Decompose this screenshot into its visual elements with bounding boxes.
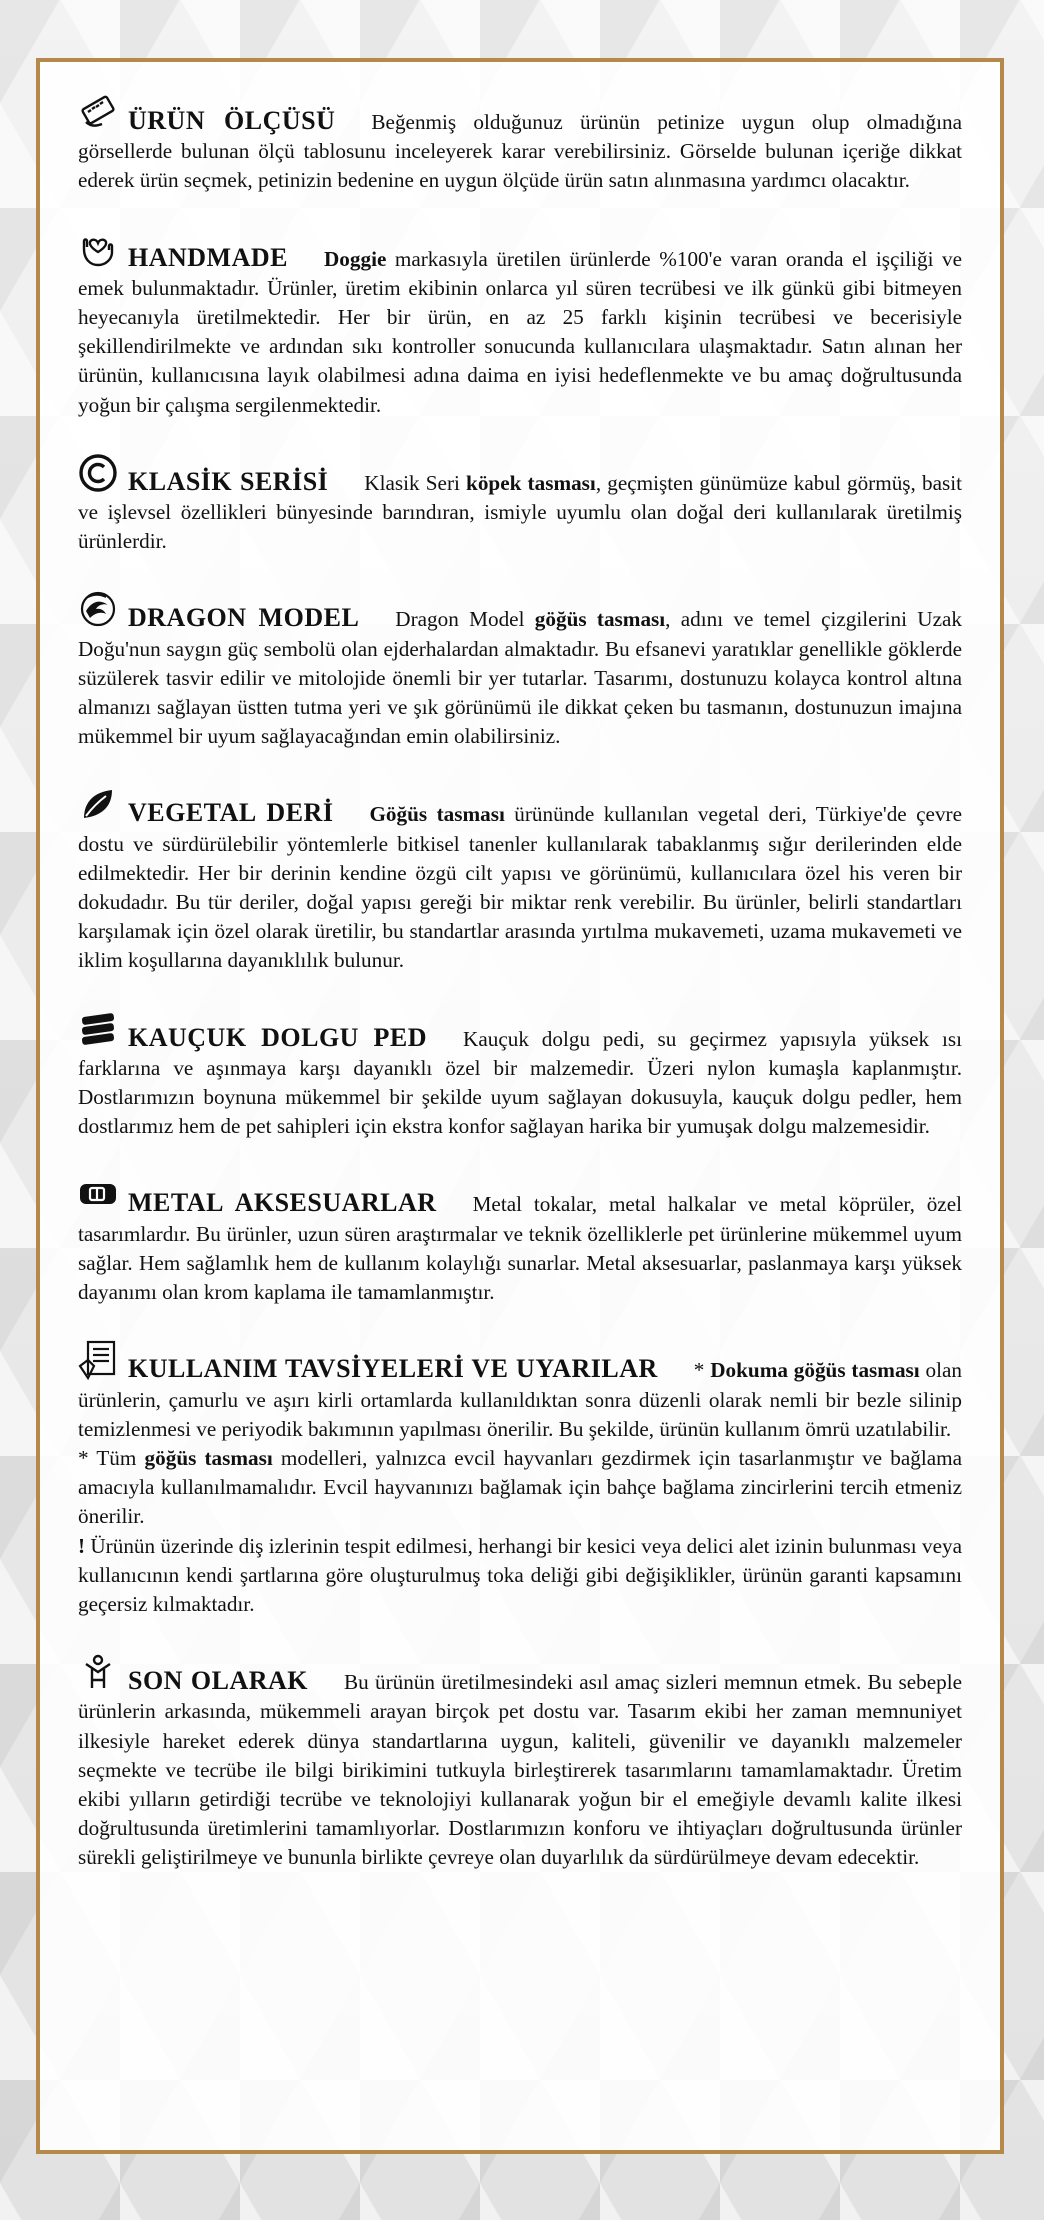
section-2 <box>78 453 962 557</box>
body-text: , geçmişten günümüze kabul görmüş, basit ve işlevsel özellikleri bünyesinde barındıran, ismiyle uyumlu olan doğal deri kullanılarak üretilmiş ürünlerdir. <box>78 470 963 554</box>
sections-list <box>78 92 962 1873</box>
section-7 <box>78 1340 962 1619</box>
section-8 <box>78 1652 962 1872</box>
section-paragraph <box>78 453 962 557</box>
person-trophy-icon <box>78 1652 118 1692</box>
bold-term: ! <box>78 1533 86 1558</box>
section-paragraph <box>78 229 962 420</box>
section-title: METAL AKSESUARLAR <box>128 1188 437 1218</box>
buckle-icon <box>78 1174 118 1214</box>
section-paragraph <box>78 589 962 751</box>
bold-term: Dokuma göğüs tasması <box>710 1358 920 1383</box>
bold-term: Göğüs tasması <box>369 802 505 827</box>
warning-paragraph <box>78 1532 962 1620</box>
body-text: Ürünün üzerinde diş izlerinin tespit edilmesi, herhangi bir kesici veya delici alet izinin bulunması veya kullanıcının kendi şartlarına göre oluşturulmuş toka deliği gibi değişiklikler, ürünün garanti kapsamını geçersiz kılmaktadır. <box>78 1533 962 1616</box>
body-text: markasıyla üretilen ürünlerde %100'e varan oranda el işçiliği ve emek bulunmaktadır. Ürünler, üretim ekibinin onlarca yıl süren tecrübesi ve ilk günkü gibi bitmeyen heyecanıyla üretilmektedir. Her bir ürün, en az 25 farklı kişinin tecrübesi ve becerisiyle şekillendirilmekte ve ardından sıkı kontroller sonucunda kullanıcılara ulaşmaktadır. Satın alınan her ürünün, kullanıcısına layık olabilmesi adına daima en iyisi hedeflenmekte ve bu amaç doğrultusunda yoğun bir çalışma sergilenmektedir. <box>78 246 962 417</box>
section-title: DRAGON MODEL <box>128 603 360 633</box>
bold-term: göğüs tasması <box>144 1445 273 1470</box>
body-text: * <box>693 1358 711 1383</box>
ruler-tag-icon <box>78 92 118 132</box>
bold-term: Doggie <box>324 246 387 271</box>
section-title: VEGETAL DERİ <box>128 798 334 828</box>
body-text: , adını ve temel çizgilerini Uzak Doğu'nun saygın güç sembolü olan ejderhalardan almaktadır. Bu efsanevi yaratıklar genellikle göklerde süzülerek tasvir edilir ve mitolojide önemli bir yer tutarlar. Tasarımı, dostunuzu kolayca kontrol altına almanızı sağlayan üstten tutma yeri ve şık görünümü ile dikkat çeken bu tasmanın, dostunuzun imajına mükemmel bir uyum sağlayacağından emin olabilirsiniz. <box>78 607 963 749</box>
section-title: KLASİK SERİSİ <box>128 466 329 496</box>
body-text: Klasik Seri <box>364 470 467 495</box>
body-text: Beğenmiş olduğunuz ürünün petinize uygun olup olmadığına görsellerde bulunan ölçü tablosunu inceleyerek karar verebilirsiniz. Görselde bulunan içeriğe dikkat ederek ürün seçmek, petinizin bedenine en uygun ölçüde ürün satın alınmasına yardımcı olacaktır. <box>78 110 963 193</box>
body-text: Bu ürünün üretilmesindeki asıl amaç sizleri memnun etmek. Bu sebeple ürünlerin arkasında, mükemmeli arayan birçok pet dostu var. Tasarım ekibi her zaman memnuniyet ilkesiyle hareket ederek dünya standartlarına uygun, kaliteli, güvenilir ve dayanıklı malzemeler seçmekte ve tecrübe ile bilgi birikimini tutkuyla birleştirerek tasarımlarını tamamlamaktadır. Üretim ekibi yılların getirdiği tecrübe ve teknolojiyi kullanarak yoğun bir el emeğiyle devamlı kalite ilkesi doğrultusunda üretimlerini tamamlıyorlar. Dostlarımızın konforu ve ihtiyaçları doğrultusunda ürünler sürekli geliştirilmeye ve bununla birlikte çevreye olan duyarlılık da sürdürülmeye devam edecektir. <box>78 1670 963 1870</box>
body-text: Kauçuk dolgu pedi, su geçirmez yapısıyla yüksek ısı farklarına ve aşınmaya karşı dayanıklı özel bir malzemedir. Üzeri nylon kumaşla kaplanmıştır. Dostlarımızın boynuna mükemmel bir şekilde uyum sağlayan dokusuyla, kauçuk dolgu pedler, hem dostlarımız hem de pet sahipleri için ekstra konfor sağlayan harika bir yumuşak dolgu malzemesidir. <box>78 1026 962 1139</box>
bold-term: köpek tasması <box>466 470 596 495</box>
document-hand-icon <box>78 1340 118 1380</box>
body-text: modelleri, yalnızca evcil hayvanları gezdirmek için tasarlanmıştır ve bağlama amacıyla kullanılmamalıdır. Evcil hayvanınızı bağlamak için bahçe bağlama zincirlerini tercih etmeniz önerilir. <box>78 1445 962 1529</box>
body-text: * Tüm <box>78 1445 145 1470</box>
layers-icon <box>78 1009 118 1049</box>
body-text: Dragon Model <box>395 607 535 632</box>
body-text: ürününde kullanılan vegetal deri, Türkiye'de çevre dostu ve sürdürülebilir yöntemlerle bitkisel tanenler kullanılarak tabaklanmış sığır derilerinden elde edilmektedir. Her bir derinin kendine özgü cilt yapısı ve görünümü, kullanıcılara özel his veren bir dokudadır. Bu tür deriler, doğal yapısı gereği bir miktar renk verebilir. Bu ürünler, belirli standartları karşılamak için özel olarak üretilir, bu standartlar arasında yırtılma mukavemeti, uzama mukavemeti ve iklim koşullarına dayanıklılık bulunur. <box>78 802 962 973</box>
copyright-icon <box>78 453 118 493</box>
section-paragraph <box>78 1174 962 1307</box>
section-4 <box>78 784 962 975</box>
warning-paragraph <box>78 1444 962 1532</box>
dragon-icon <box>78 589 118 629</box>
section-1 <box>78 229 962 420</box>
section-paragraph <box>78 92 962 196</box>
section-title: SON OLARAK <box>128 1666 309 1696</box>
info-panel <box>36 58 1004 2154</box>
heart-hand-icon <box>78 229 118 269</box>
section-paragraph <box>78 1340 962 1444</box>
section-5 <box>78 1009 962 1142</box>
section-6 <box>78 1174 962 1307</box>
body-text: olan ürünlerin, çamurlu ve aşırı kirli ortamlarda kullanıldıktan sonra düzenli olarak nemli bir bezle silinip temizlenmesi ve periyodik bakımının yapılması önerilir. Bu şekilde, ürünün kullanım ömrü uzatılabilir. <box>78 1358 962 1441</box>
section-paragraph <box>78 784 962 975</box>
section-3 <box>78 589 962 751</box>
leaf-icon <box>78 784 118 824</box>
section-title: KULLANIM TAVSİYELERİ VE UYARILAR <box>128 1354 658 1384</box>
body-text: Metal tokalar, metal halkalar ve metal köprüler, özel tasarımlardır. Bu ürünler, uzun süren araştırmalar ve teknik özelliklerle pet ürünlerine mükemmel uyum sağlar. Hem sağlamlık hem de kullanım kolaylığı sunarlar. Metal aksesuarlar, paslanmaya karşı yüksek dayanımı olan krom kaplama ile tamamlanmıştır. <box>78 1192 962 1305</box>
section-paragraph <box>78 1009 962 1142</box>
section-0 <box>78 92 962 196</box>
section-title: KAUÇUK DOLGU PED <box>128 1022 428 1052</box>
section-paragraph <box>78 1652 962 1872</box>
bold-term: göğüs tasması <box>534 607 666 632</box>
section-title: ÜRÜN ÖLÇÜSÜ <box>128 106 336 135</box>
section-title: HANDMADE <box>128 242 288 272</box>
